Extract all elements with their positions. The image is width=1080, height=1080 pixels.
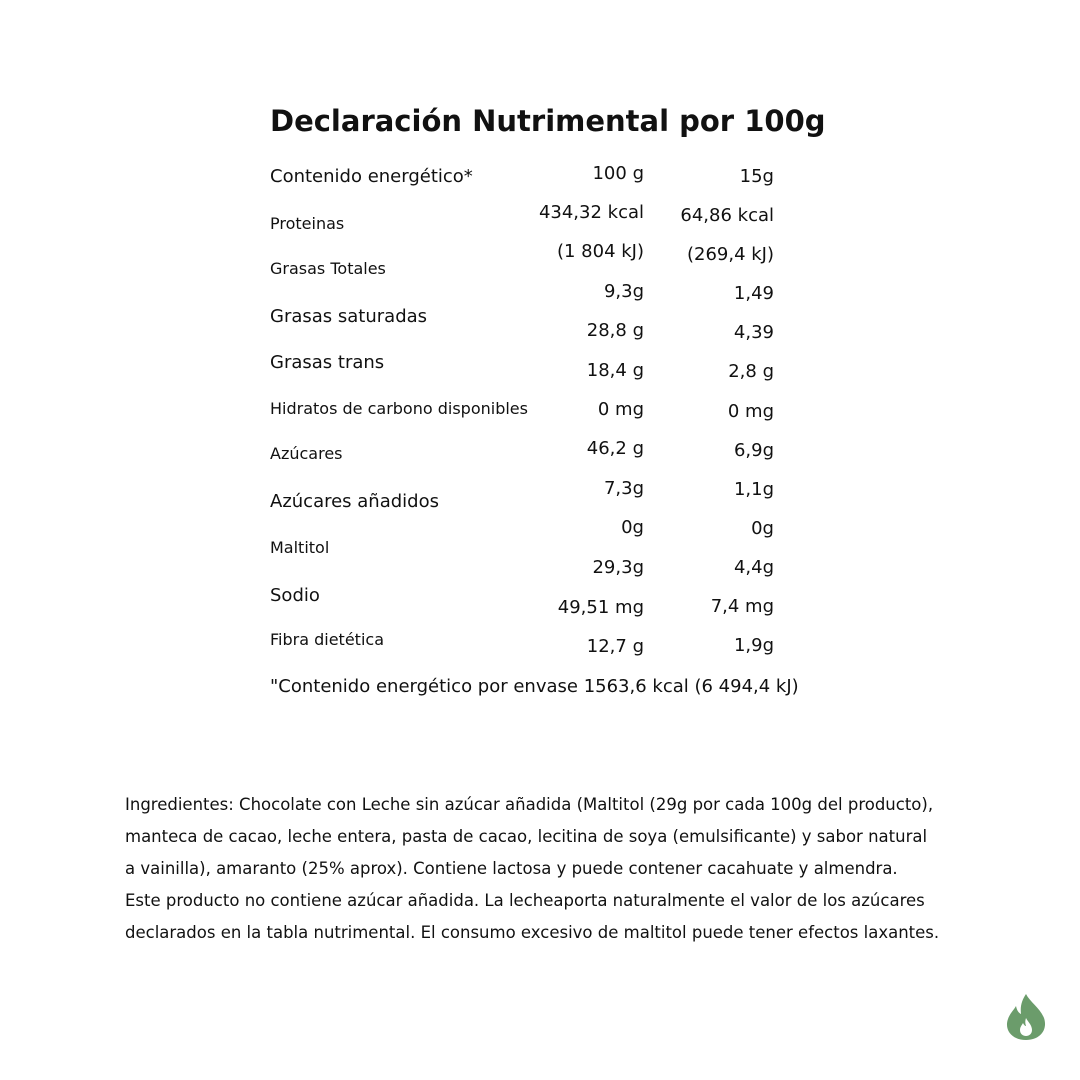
value-per-100g: 100 g <box>592 163 644 184</box>
label-trans-fat: Grasas trans <box>270 352 385 373</box>
label-added-sugars: Azúcares añadidos <box>270 491 439 512</box>
value-per-portion: 7,4 mg <box>710 596 774 617</box>
label-sugars: Azúcares <box>270 444 343 463</box>
value-per-portion: 4,39 <box>733 322 774 343</box>
label-saturated-fat: Grasas saturadas <box>270 306 428 327</box>
label-carbs: Hidratos de carbono disponibles <box>270 399 528 418</box>
label-protein: Proteinas <box>270 214 345 233</box>
value-per-portion: 0g <box>751 518 774 539</box>
ingredients-line: Este producto no contiene azúcar añadida. La lecheaporta naturalmente el valor de los azúcares <box>125 891 925 910</box>
value-per-portion: (269,4 kJ) <box>686 244 774 265</box>
value-per-portion: 15g <box>739 166 774 187</box>
ingredients-line: Ingredientes: Chocolate con Leche sin azúcar añadida (Maltitol (29g por cada 100g del producto), <box>125 795 934 814</box>
label-maltitol: Maltitol <box>270 538 330 557</box>
value-per-100g: 0g <box>621 517 644 538</box>
ingredients-text <box>125 789 965 949</box>
value-per-100g: 9,3g <box>603 281 644 302</box>
value-per-100g: 46,2 g <box>586 438 644 459</box>
value-per-100g: 434,32 kcal <box>538 202 644 223</box>
value-per-100g: 18,4 g <box>586 360 644 381</box>
flame-icon <box>1004 992 1048 1042</box>
value-per-portion: 4,4g <box>733 557 774 578</box>
value-per-100g: 7,3g <box>603 478 644 499</box>
value-per-portion: 1,1g <box>733 479 774 500</box>
value-per-100g: (1 804 kJ) <box>556 241 644 262</box>
value-per-portion: 6,9g <box>733 440 774 461</box>
value-per-100g: 0 mg <box>597 399 644 420</box>
value-per-100g: 28,8 g <box>586 320 644 341</box>
value-per-portion: 1,9g <box>733 635 774 656</box>
value-per-100g: 29,3g <box>592 557 644 578</box>
label-fiber: Fibra dietética <box>270 630 384 649</box>
value-per-portion: 0 mg <box>727 401 774 422</box>
energy-footnote: "Contenido energético por envase 1563,6 kcal (6 494,4 kJ) <box>270 676 799 697</box>
value-per-100g: 12,7 g <box>586 636 644 657</box>
label-energy: Contenido energético* <box>270 166 473 187</box>
label-sodium: Sodio <box>270 585 320 606</box>
value-per-portion: 2,8 g <box>728 361 774 382</box>
ingredients-line: manteca de cacao, leche entera, pasta de cacao, lecitina de soya (emulsificante) y sabor natural <box>125 827 928 846</box>
ingredients-line: declarados en la tabla nutrimental. El consumo excesivo de maltitol puede tener efectos laxantes. <box>125 923 940 942</box>
value-per-portion: 64,86 kcal <box>680 205 774 226</box>
table-title: Declaración Nutrimental por 100g <box>270 104 826 138</box>
label-total-fat: Grasas Totales <box>270 259 386 278</box>
value-per-100g: 49,51 mg <box>557 597 644 618</box>
ingredients-line: a vainilla), amaranto (25% aprox). Contiene lactosa y puede contener cacahuate y almendra. <box>125 859 898 878</box>
value-per-portion: 1,49 <box>733 283 774 304</box>
